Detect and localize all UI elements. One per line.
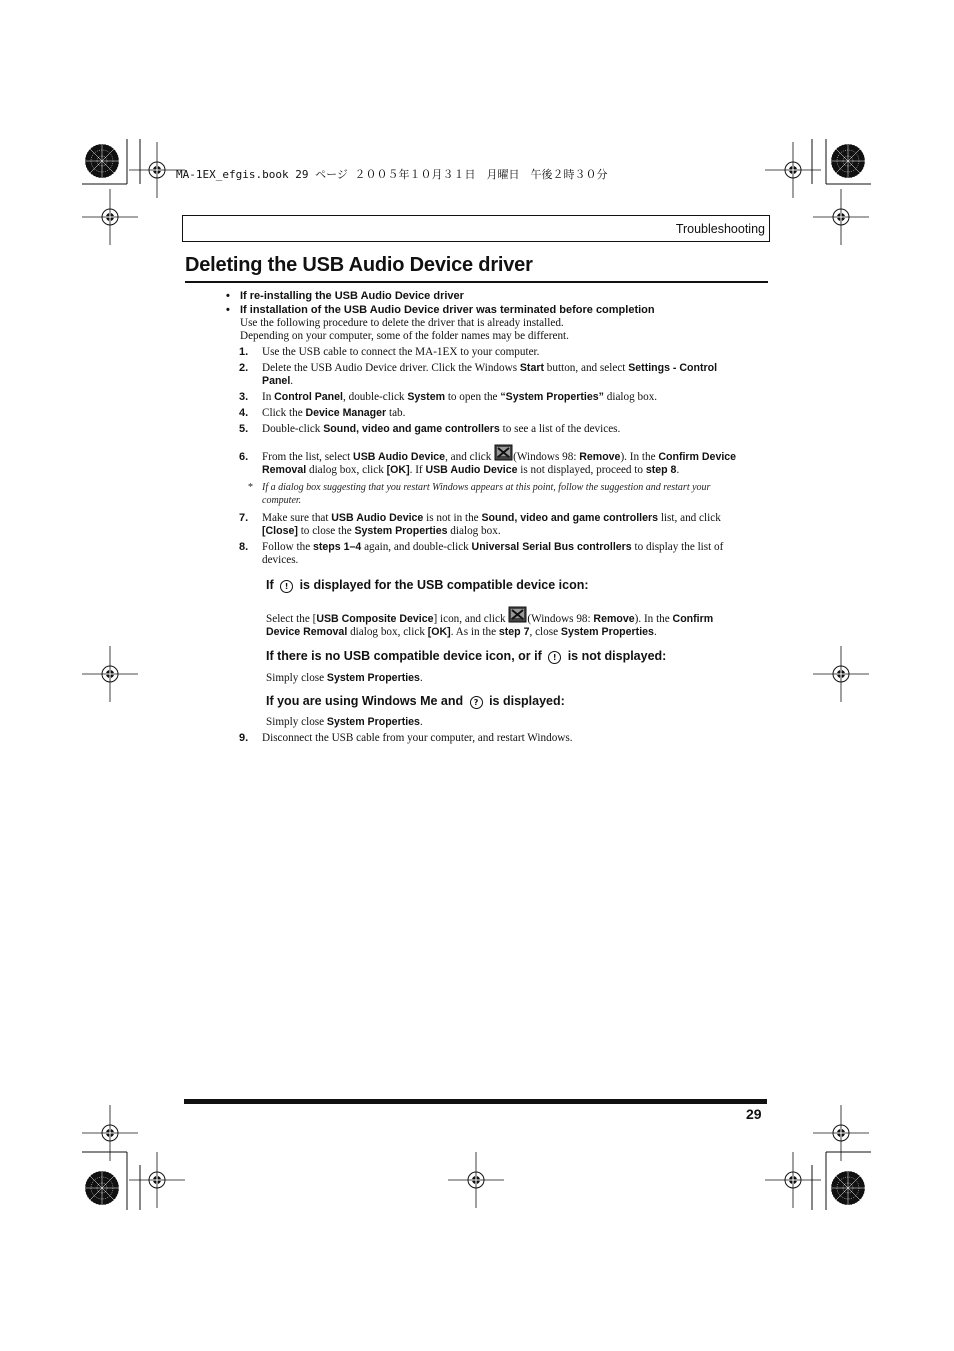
question-circle-icon: ?: [470, 696, 483, 709]
running-header: [182, 215, 770, 242]
uninstall-icon: [508, 606, 527, 623]
step-9: 9. Disconnect the USB cable from your computer, and restart Windows.: [239, 732, 573, 744]
section-name: Troubleshooting: [675, 222, 765, 236]
slug-line: MA-1EX_efgis.book 29 ページ ２００５年１０月３１日 月曜日 午後２時３０分: [176, 168, 608, 181]
subheading-windows-me: If you are using Windows Me and ? is displayed:: [266, 694, 565, 708]
page-number: 29: [746, 1106, 762, 1122]
step-2: 2. Delete the USB Audio Device driver. Click the Windows Start button, and select Settings - Control Panel.: [239, 362, 718, 387]
step-7: 7. Make sure that USB Audio Device is not in the Sound, video and game controllers list, and click [Close] to close the System Properties dialog box.: [239, 512, 721, 537]
intro-line: Depending on your computer, some of the folder names may be different.: [240, 330, 569, 342]
exclamation-circle-icon: !: [280, 580, 293, 593]
step-3: 3. In Control Panel, double-click System to open the “System Properties” dialog box.: [239, 391, 658, 403]
step-8: 8. Follow the steps 1–4 again, and double-click Universal Serial Bus controllers to display the list of devices.: [239, 541, 724, 566]
page-title: Deleting the USB Audio Device driver: [185, 254, 533, 276]
step-6-note: * If a dialog box suggesting that you restart Windows appears at this point, follow the suggestion and restart your computer.: [248, 482, 711, 506]
title-rule: [185, 281, 768, 283]
bullet-item: • If re-installing the USB Audio Device driver: [226, 290, 464, 302]
intro-line: Use the following procedure to delete the driver that is already installed.: [240, 317, 564, 329]
exclamation-circle-icon: !: [548, 651, 561, 664]
step-1: 1. Use the USB cable to connect the MA-1EX to your computer.: [239, 346, 540, 358]
subheading-warning-displayed: If ! is displayed for the USB compatible device icon:: [266, 578, 589, 592]
footer-rule: [184, 1099, 767, 1104]
subsection-body: Simply close System Properties.: [266, 672, 423, 684]
bullet-item: • If installation of the USB Audio Device driver was terminated before completion: [226, 304, 655, 316]
subheading-no-device-icon: If there is no USB compatible device icon, or if ! is not displayed:: [266, 649, 667, 663]
subsection-body: Select the [USB Composite Device] icon, and click (Windows 98: Remove). In the Confirm Device Removal dialog box, click [OK]. As in the step 7, close System Properties.: [266, 613, 766, 641]
subsection-body: Simply close System Properties.: [266, 716, 423, 728]
step-4: 4. Click the Device Manager tab.: [239, 407, 406, 419]
step-6: 6. From the list, select USB Audio Device, and click (Windows 98: Remove). In the Confirm Device Removal dialog box, click [OK]. If USB Audio Device is not displayed, proceed to step 8.: [239, 451, 769, 479]
step-5: 5. Double-click Sound, video and game controllers to see a list of the devices.: [239, 423, 621, 435]
uninstall-icon: [494, 444, 513, 461]
